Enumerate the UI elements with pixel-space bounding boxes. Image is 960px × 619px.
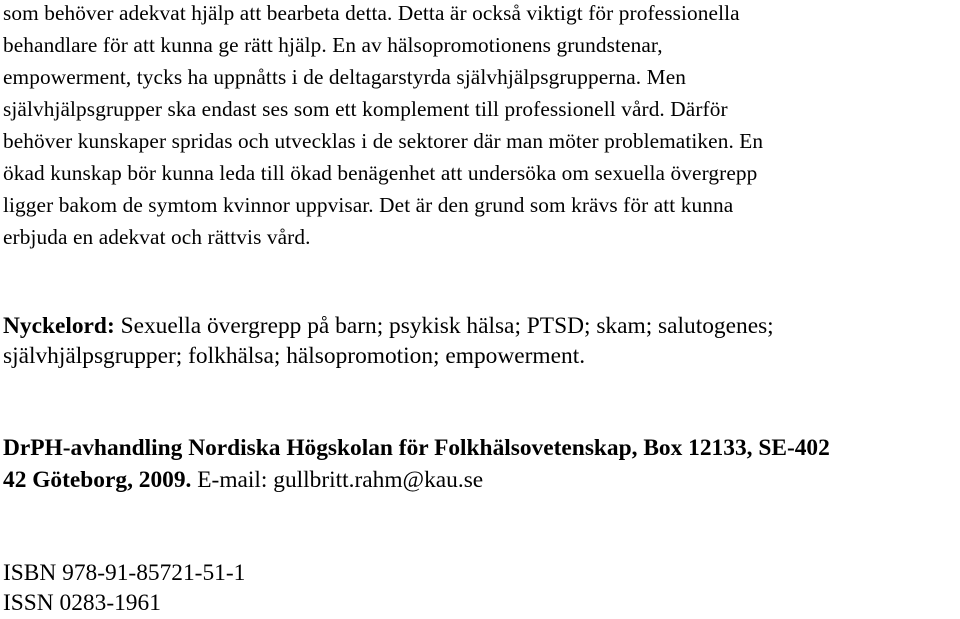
abstract-line: behandlare för att kunna ge rätt hjälp. En av hälsopromotionens grundstenar,: [3, 33, 663, 57]
keywords-line: [3, 310, 774, 342]
abstract-line: erbjuda en adekvat och rättvis vård.: [3, 225, 311, 249]
abstract-line: ökad kunskap bör kunna leda till ökad benägenhet att undersöka om sexuella övergrepp: [3, 161, 758, 185]
abstract-line: ligger bakom de symtom kvinnor uppvisar. Det är den grund som krävs för att kunna: [3, 193, 734, 217]
abstract-line: behöver kunskaper spridas och utvecklas i de sektorer där man möter problematiken. En: [3, 129, 764, 153]
keywords-label: Nyckelord:: [3, 313, 115, 339]
abstract-line: självhjälpsgrupper ska endast ses som ett komplement till professionell vård. Därför: [3, 97, 728, 121]
email-address: gullbritt.rahm@kau.se: [273, 467, 484, 493]
abstract-line: empowerment, tycks ha uppnåtts i de deltagarstyrda självhjälpsgrupperna. Men: [3, 65, 686, 89]
isbn: ISBN 978-91-85721-51-1: [3, 560, 246, 586]
abstract-line: som behöver adekvat hjälp att bearbeta detta. Detta är också viktigt för professionella: [3, 1, 740, 25]
thesis-line: DrPH-avhandling Nordiska Högskolan för Folkhälsovetenskap, Box 12133, SE-402: [3, 435, 830, 461]
keywords-line: självhjälpsgrupper; folkhälsa; hälsopromotion; empowerment.: [3, 343, 586, 369]
thesis-location: 42 Göteborg, 2009.: [3, 467, 192, 493]
thesis-line: [3, 464, 483, 496]
issn: ISSN 0283-1961: [3, 590, 161, 616]
keywords-text: Sexuella övergrepp på barn; psykisk hälsa; PTSD; skam; salutogenes;: [114, 313, 774, 339]
email-label: E-mail:: [191, 467, 274, 493]
